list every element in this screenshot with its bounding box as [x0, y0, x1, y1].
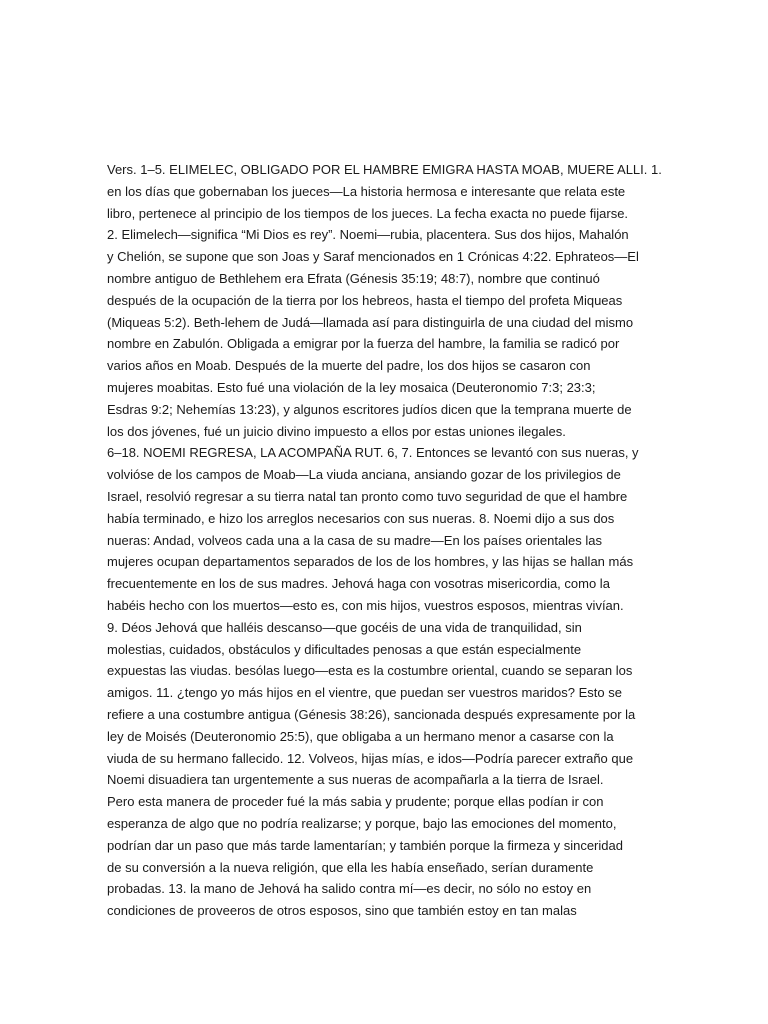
- text-line: después de la ocupación de la tierra por los hebreos, hasta el tiempo del profeta Miqueas: [107, 292, 623, 308]
- text-line: expuestas las viudas. besólas luego—esta es la costumbre oriental, cuando se separan los: [107, 663, 633, 679]
- text-line: Esdras 9:2; Nehemías 13:23), y algunos escritores judíos dicen que la temprana muerte de: [107, 401, 632, 417]
- text-line: mujeres ocupan departamentos separados de los de los hombres, y las hijas se hallan más: [107, 554, 634, 570]
- text-line: condiciones de proveeros de otros esposos, sino que también estoy en tan malas: [107, 903, 577, 919]
- text-line: amigos. 11. ¿tengo yo más hijos en el vientre, que puedan ser vuestros maridos? Esto se: [107, 685, 622, 701]
- text-line: Pero esta manera de proceder fué la más sabia y prudente; porque ellas podían ir con: [107, 794, 604, 810]
- text-line: 6–18. NOEMI REGRESA, LA ACOMPAÑA RUT. 6, 7. Entonces se levantó con sus nueras, y: [107, 445, 639, 461]
- text-line: refiere a una costumbre antigua (Génesis 38:26), sancionada después expresamente por la: [107, 706, 636, 722]
- text-line: libro, pertenece al principio de los tiempos de los jueces. La fecha exacta no puede fijarse.: [107, 205, 629, 221]
- text-line: molestias, cuidados, obstáculos y dificultades penosas a que están especialmente: [107, 641, 582, 657]
- text-line: los dos jóvenes, fué un juicio divino impuesto a ellos por estas uniones ilegales.: [107, 423, 566, 439]
- text-line: varios años en Moab. Después de la muerte del padre, los dos hijos se casaron con: [107, 358, 591, 374]
- commentary-text: [107, 159, 687, 922]
- text-line: nueras: Andad, volveos cada una a la casa de su madre—En los países orientales las: [107, 532, 603, 548]
- text-line: viuda de su hermano fallecido. 12. Volveos, hijas mías, e idos—Podría parecer extraño que: [107, 750, 634, 766]
- text-line: volvióse de los campos de Moab—La viuda anciana, ansiando gozar de los privilegios de: [107, 467, 621, 483]
- text-line: (Miqueas 5:2). Beth-lehem de Judá—llamada así para distinguirla de una ciudad del mismo: [107, 314, 634, 330]
- text-line: había terminado, e hizo los arreglos necesarios con sus nueras. 8. Noemi dijo a sus dos: [107, 510, 615, 526]
- text-line: Vers. 1–5. ELIMELEC, OBLIGADO POR EL HAMBRE EMIGRA HASTA MOAB, MUERE ALLI. 1.: [107, 162, 662, 177]
- text-line: Noemi disuadiera tan urgentemente a sus nueras de acompañarla a la tierra de Israel.: [107, 772, 604, 788]
- text-line: esperanza de algo que no podría realizarse; y porque, bajo las emociones del momento,: [107, 815, 617, 831]
- text-line: nombre antiguo de Bethlehem era Efrata (Génesis 35:19; 48:7), nombre que continuó: [107, 270, 600, 286]
- text-line: 2. Elimelech—significa “Mi Dios es rey”. Noemi—rubia, placentera. Sus dos hijos, Mahalón: [107, 227, 629, 243]
- text-line: en los días que gobernaban los jueces—La historia hermosa e interesante que relata este: [107, 183, 626, 199]
- text-line: Israel, resolvió regresar a su tierra natal tan pronto como tuvo seguridad de que el hambre: [107, 488, 628, 504]
- text-line: de su conversión a la nueva religión, que ella les había enseñado, serían duramente: [107, 859, 594, 875]
- text-line: probadas. 13. la mano de Jehová ha salido contra mí—es decir, no sólo no estoy en: [107, 881, 592, 897]
- text-line: nombre en Zabulón. Obligada a emigrar por la fuerza del hambre, la familia se radicó por: [107, 336, 620, 352]
- text-line: frecuentemente en los de sus madres. Jehová haga con vosotras misericordia, como la: [107, 576, 610, 592]
- text-line: y Chelión, se supone que son Joas y Saraf mencionados en 1 Crónicas 4:22. Ephrateos—El: [107, 249, 639, 265]
- text-line: mujeres moabitas. Esto fué una violación de la ley mosaica (Deuteronomio 7:3; 23:3;: [107, 379, 596, 395]
- text-line: podrían dar un paso que más tarde lamentarían; y también porque la firmeza y sinceridad: [107, 837, 623, 853]
- text-line: habéis hecho con los muertos—esto es, con mis hijos, vuestros esposos, mientras vivían.: [107, 597, 624, 613]
- text-line: ley de Moisés (Deuteronomio 25:5), que obligaba a un hermano menor a casarse con la: [107, 728, 614, 744]
- text-line: 9. Déos Jehová que halléis descanso—que gocéis de una vida de tranquilidad, sin: [107, 619, 582, 635]
